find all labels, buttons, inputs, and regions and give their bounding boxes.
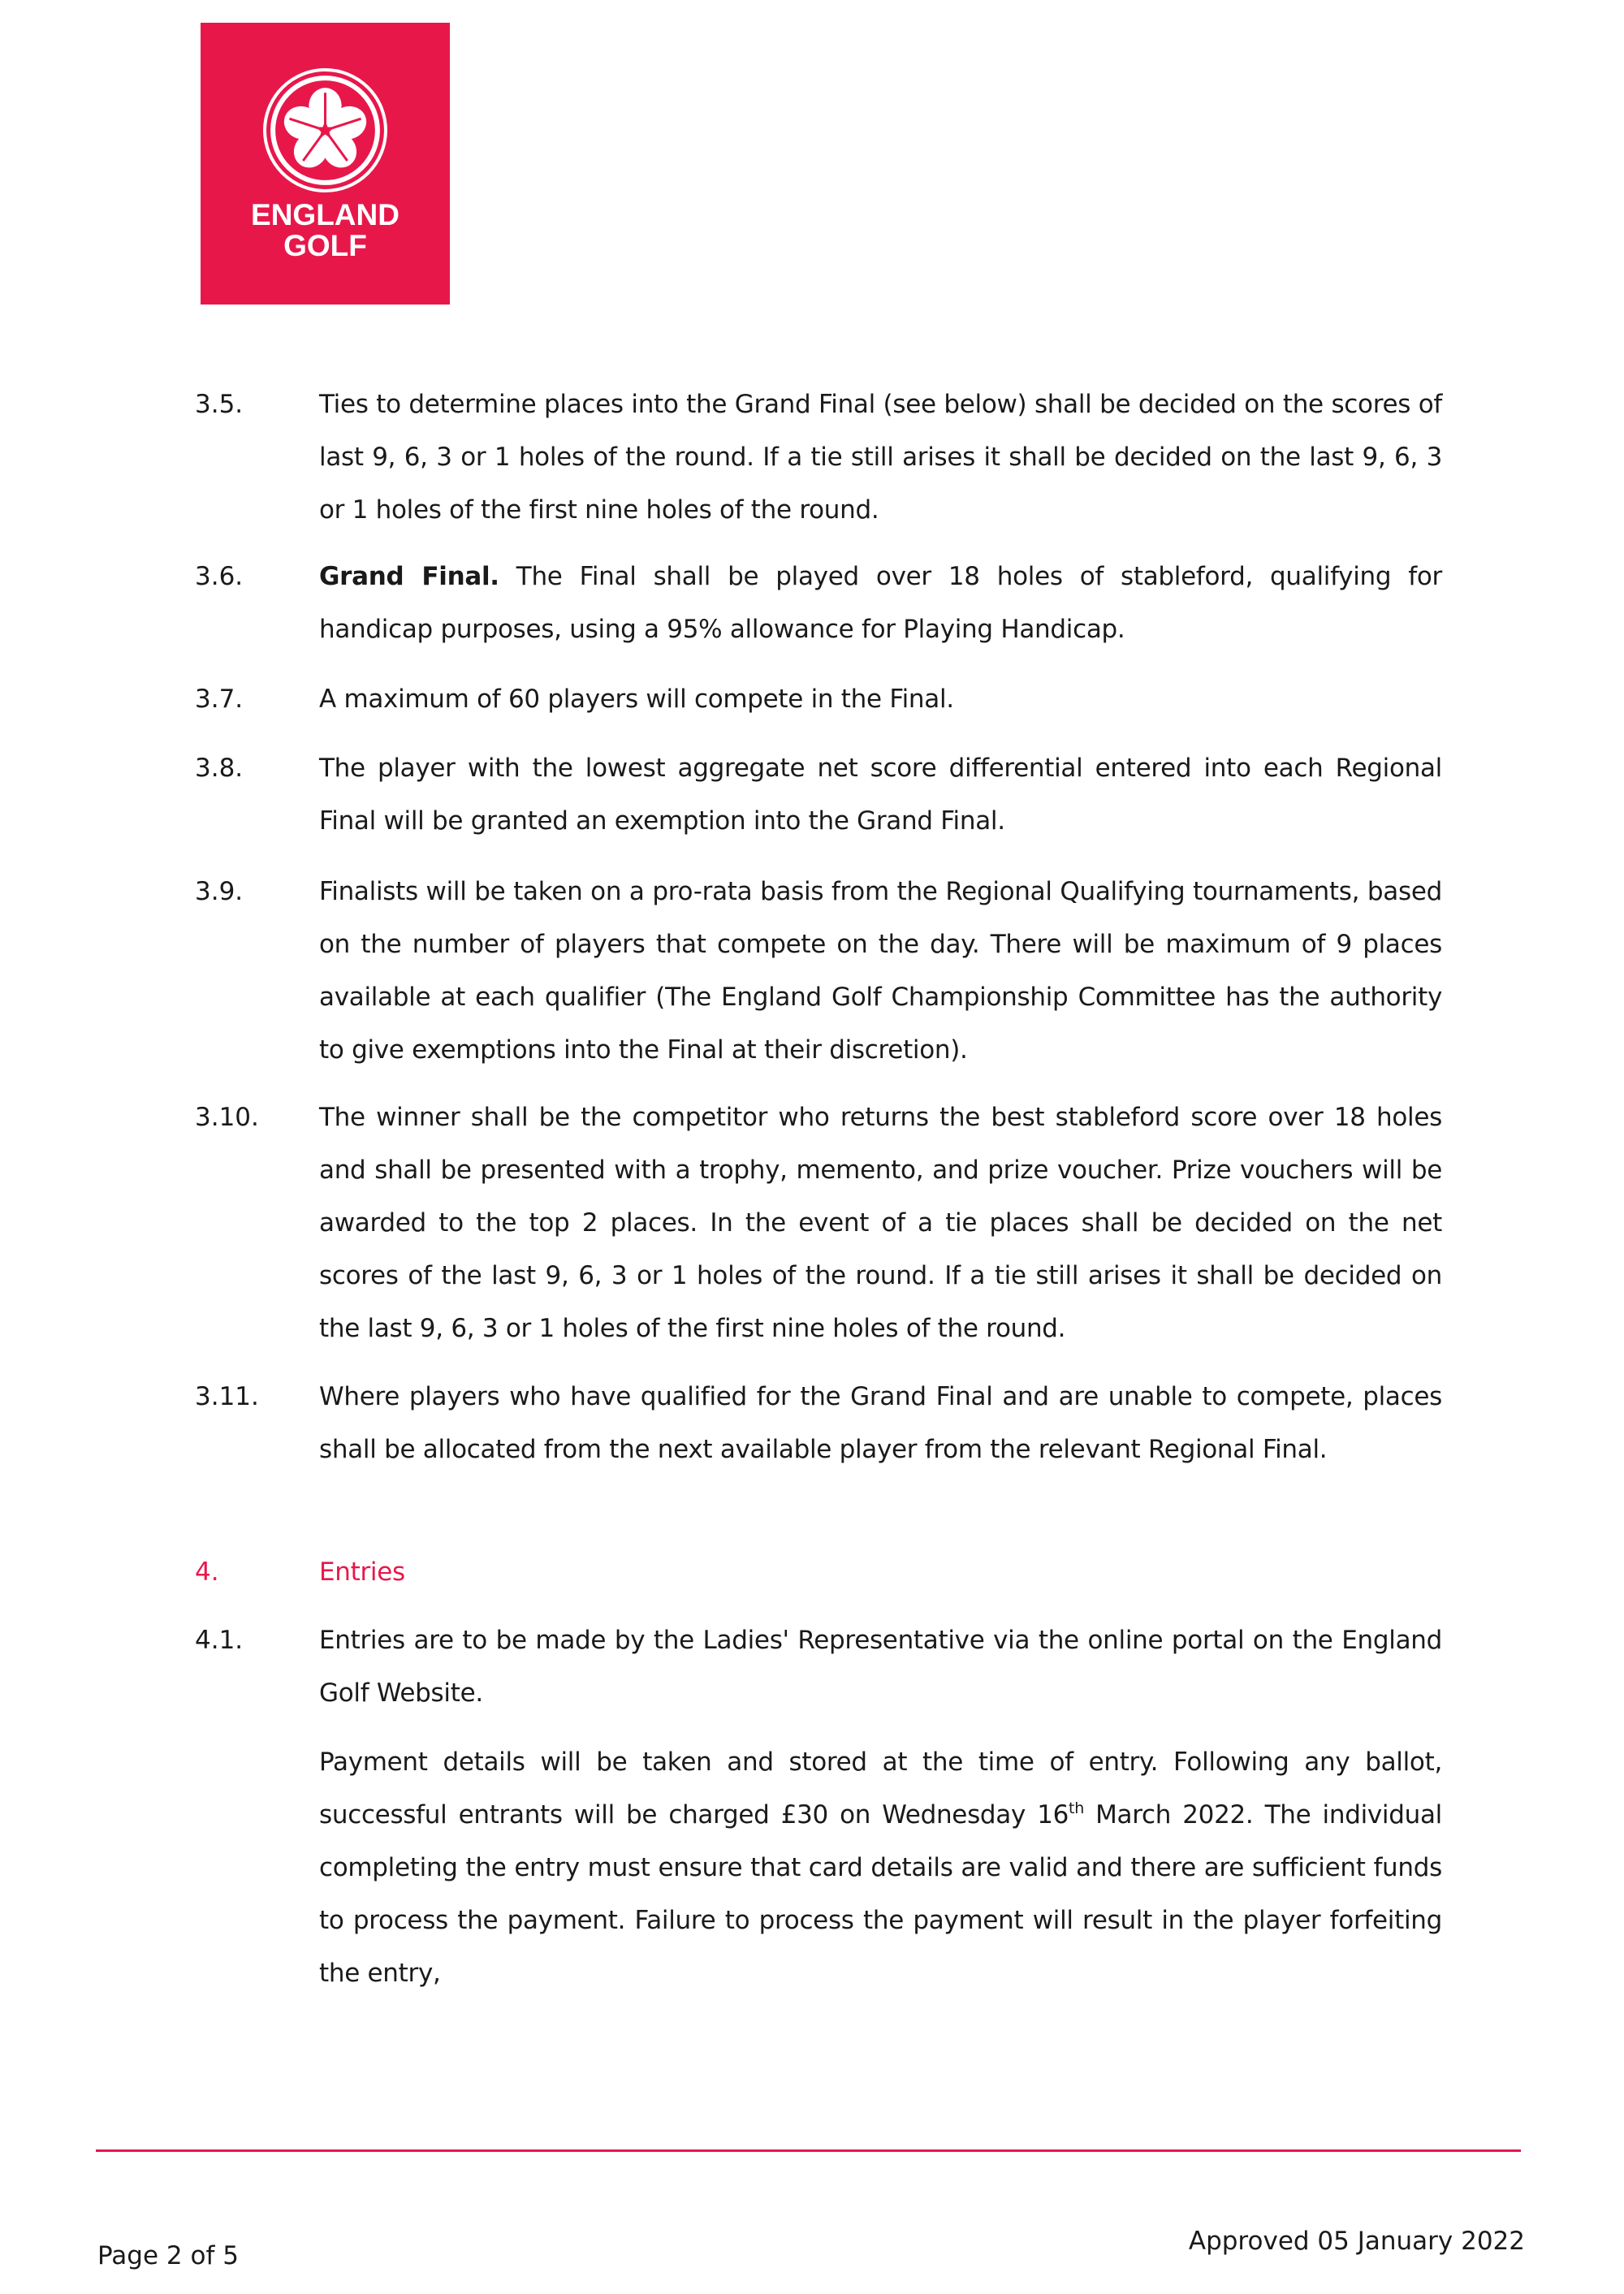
payment-text-after: March 2022. The individual completing the entry must ensure that card details are valid and there are sufficient funds to process the payment. Failure to process the payment will result in the player forfeiting the entry, xyxy=(319,1800,1442,1988)
clause-text xyxy=(319,551,1442,656)
clause-text: Where players who have qualified for the Grand Final and are unable to compete, places shall be allocated from the next available player from the relevant Regional Final. xyxy=(319,1382,1442,1464)
clause-number: 3.6. xyxy=(195,562,244,591)
section-title: Entries xyxy=(319,1557,405,1587)
payment-text xyxy=(319,1736,1442,2000)
clause-text: Entries are to be made by the Ladies' Representative via the online portal on the England Golf Website. xyxy=(319,1626,1442,1708)
tudor-rose-icon xyxy=(262,67,388,193)
payment-text-before: Payment details will be taken and stored at the time of entry. Following any ballot, successful entrants will be charged £30 on Wednesday 16 xyxy=(319,1748,1442,1830)
clause-number: 3.5. xyxy=(195,390,244,419)
clause-text-rest: The Final shall be played over 18 holes of stableford, qualifying for handicap purposes, using a 95% allowance for Playing Handicap. xyxy=(319,562,1442,644)
clause-number: 3.8. xyxy=(195,754,244,783)
clause-bold-lead: Grand Final. xyxy=(319,562,499,591)
page-number: Page 2 of 5 xyxy=(97,2241,239,2270)
clause-number: 3.11. xyxy=(195,1382,259,1411)
approval-date: Approved 05 January 2022 xyxy=(1188,2227,1525,2256)
section-number: 4. xyxy=(195,1557,219,1587)
clause-text: Finalists will be taken on a pro-rata basis from the Regional Qualifying tournaments, based on the number of players that compete on the day. There will be maximum of 9 places available at each qualifier (The England Golf Championship Committee has the authority to give exemptions into the Final at their discretion). xyxy=(319,877,1442,1065)
footer-divider xyxy=(96,2149,1521,2152)
clause-text: A maximum of 60 players will compete in the Final. xyxy=(319,685,954,714)
logo-text-england: ENGLAND xyxy=(251,198,400,231)
england-golf-logo xyxy=(201,23,450,305)
clause-number: 3.9. xyxy=(195,877,244,906)
clause-text: Ties to determine places into the Grand Final (see below) shall be decided on the scores of last 9, 6, 3 or 1 holes of the round. If a tie still arises it shall be decided on the last 9, 6, 3 or 1 holes of the first nine holes of the round. xyxy=(319,390,1442,525)
logo-text-golf: GOLF xyxy=(283,229,367,262)
ordinal-suffix: th xyxy=(1069,1799,1084,1817)
clause-text: The player with the lowest aggregate net score differential entered into each Regional Final will be granted an exemption into the Grand Final. xyxy=(319,754,1442,836)
clause-number: 3.10. xyxy=(195,1103,259,1132)
clause-number: 3.7. xyxy=(195,685,244,714)
clause-number: 4.1. xyxy=(195,1626,244,1655)
clause-text: The winner shall be the competitor who returns the best stableford score over 18 holes and shall be presented with a trophy, memento, and prize voucher. Prize vouchers will be awarded to the top 2 places. In the event of a tie places shall be decided on the net scores of the last 9, 6, 3 or 1 holes of the round. If a tie still arises it shall be decided on the last 9, 6, 3 or 1 holes of the first nine holes of the round. xyxy=(319,1103,1442,1343)
